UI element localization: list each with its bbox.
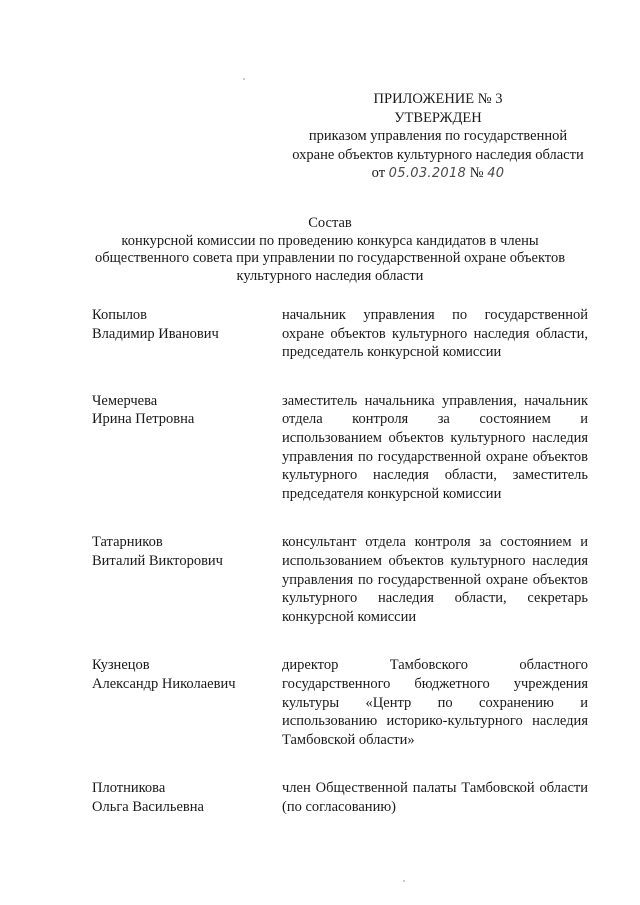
date-prefix: от	[371, 165, 386, 181]
scan-speck	[403, 880, 405, 882]
member-given-names: Ирина Петровна	[92, 411, 195, 428]
handwritten-date: 05.03.2018	[388, 166, 467, 181]
member-name	[92, 779, 282, 816]
number-prefix: №	[469, 165, 484, 181]
order-date-line	[268, 164, 608, 184]
member-given-names: Владимир Иванович	[92, 325, 219, 342]
member-name	[92, 306, 282, 343]
member-role: заместитель начальника управления, начальник отдела контроля за состоянием и использованием объектов культурного наследия управления по государственной охране объектов культурного наследия области, заместитель председателя конкурсной комиссии	[282, 392, 588, 502]
member-surname: Копылов	[92, 307, 148, 323]
member-surname: Татарников	[92, 534, 163, 551]
title-line-1: конкурсной комиссии по проведению конкурса кандидатов в члены	[121, 232, 539, 249]
title-line-2: общественного совета при управлении по государственной охране объектов	[94, 250, 566, 266]
member-row	[92, 779, 592, 816]
member-row	[92, 392, 592, 504]
member-row	[92, 533, 592, 626]
title-heading: Состав	[308, 215, 352, 231]
member-surname: Кузнецов	[92, 657, 150, 674]
approval-header	[268, 90, 608, 184]
member-given-names: Александр Николаевич	[92, 675, 236, 692]
appendix-number: ПРИЛОЖЕНИЕ № 3	[373, 91, 503, 107]
document-title	[60, 215, 600, 285]
member-name	[92, 392, 282, 429]
title-line-3: культурного наследия области	[236, 267, 424, 284]
approved-label: УТВЕРЖДЕН	[394, 109, 482, 126]
member-name	[92, 656, 282, 693]
member-row	[92, 656, 592, 749]
member-role: консультант отдела контроля за состоянием и использованием объектов культурного наследия управления по государственной охране объектов культурного наследия области, секретарь конкурсной комиссии	[282, 534, 588, 625]
member-given-names: Ольга Васильевна	[92, 798, 204, 815]
scan-speck	[243, 78, 245, 80]
member-role: член Общественной палаты Тамбовской области (по согласованию)	[282, 780, 588, 815]
order-line-1: приказом управления по государственной	[308, 128, 568, 144]
member-given-names: Виталий Викторович	[92, 552, 223, 569]
member-row	[92, 306, 592, 362]
member-name	[92, 533, 282, 570]
member-role: начальник управления по государственной охране объектов культурного наследия области, председатель конкурсной комиссии	[282, 307, 588, 361]
commission-members-list	[92, 306, 592, 816]
member-surname: Чемерчева	[92, 392, 158, 409]
order-line-2: охране объектов культурного наследия области	[292, 146, 584, 163]
handwritten-number: 40	[487, 166, 505, 181]
member-surname: Плотникова	[92, 780, 166, 797]
member-role: директор Тамбовского областного государственного бюджетного учреждения культуры «Центр по сохранению и использованию историко-культурного наследия Тамбовской области»	[282, 657, 588, 748]
